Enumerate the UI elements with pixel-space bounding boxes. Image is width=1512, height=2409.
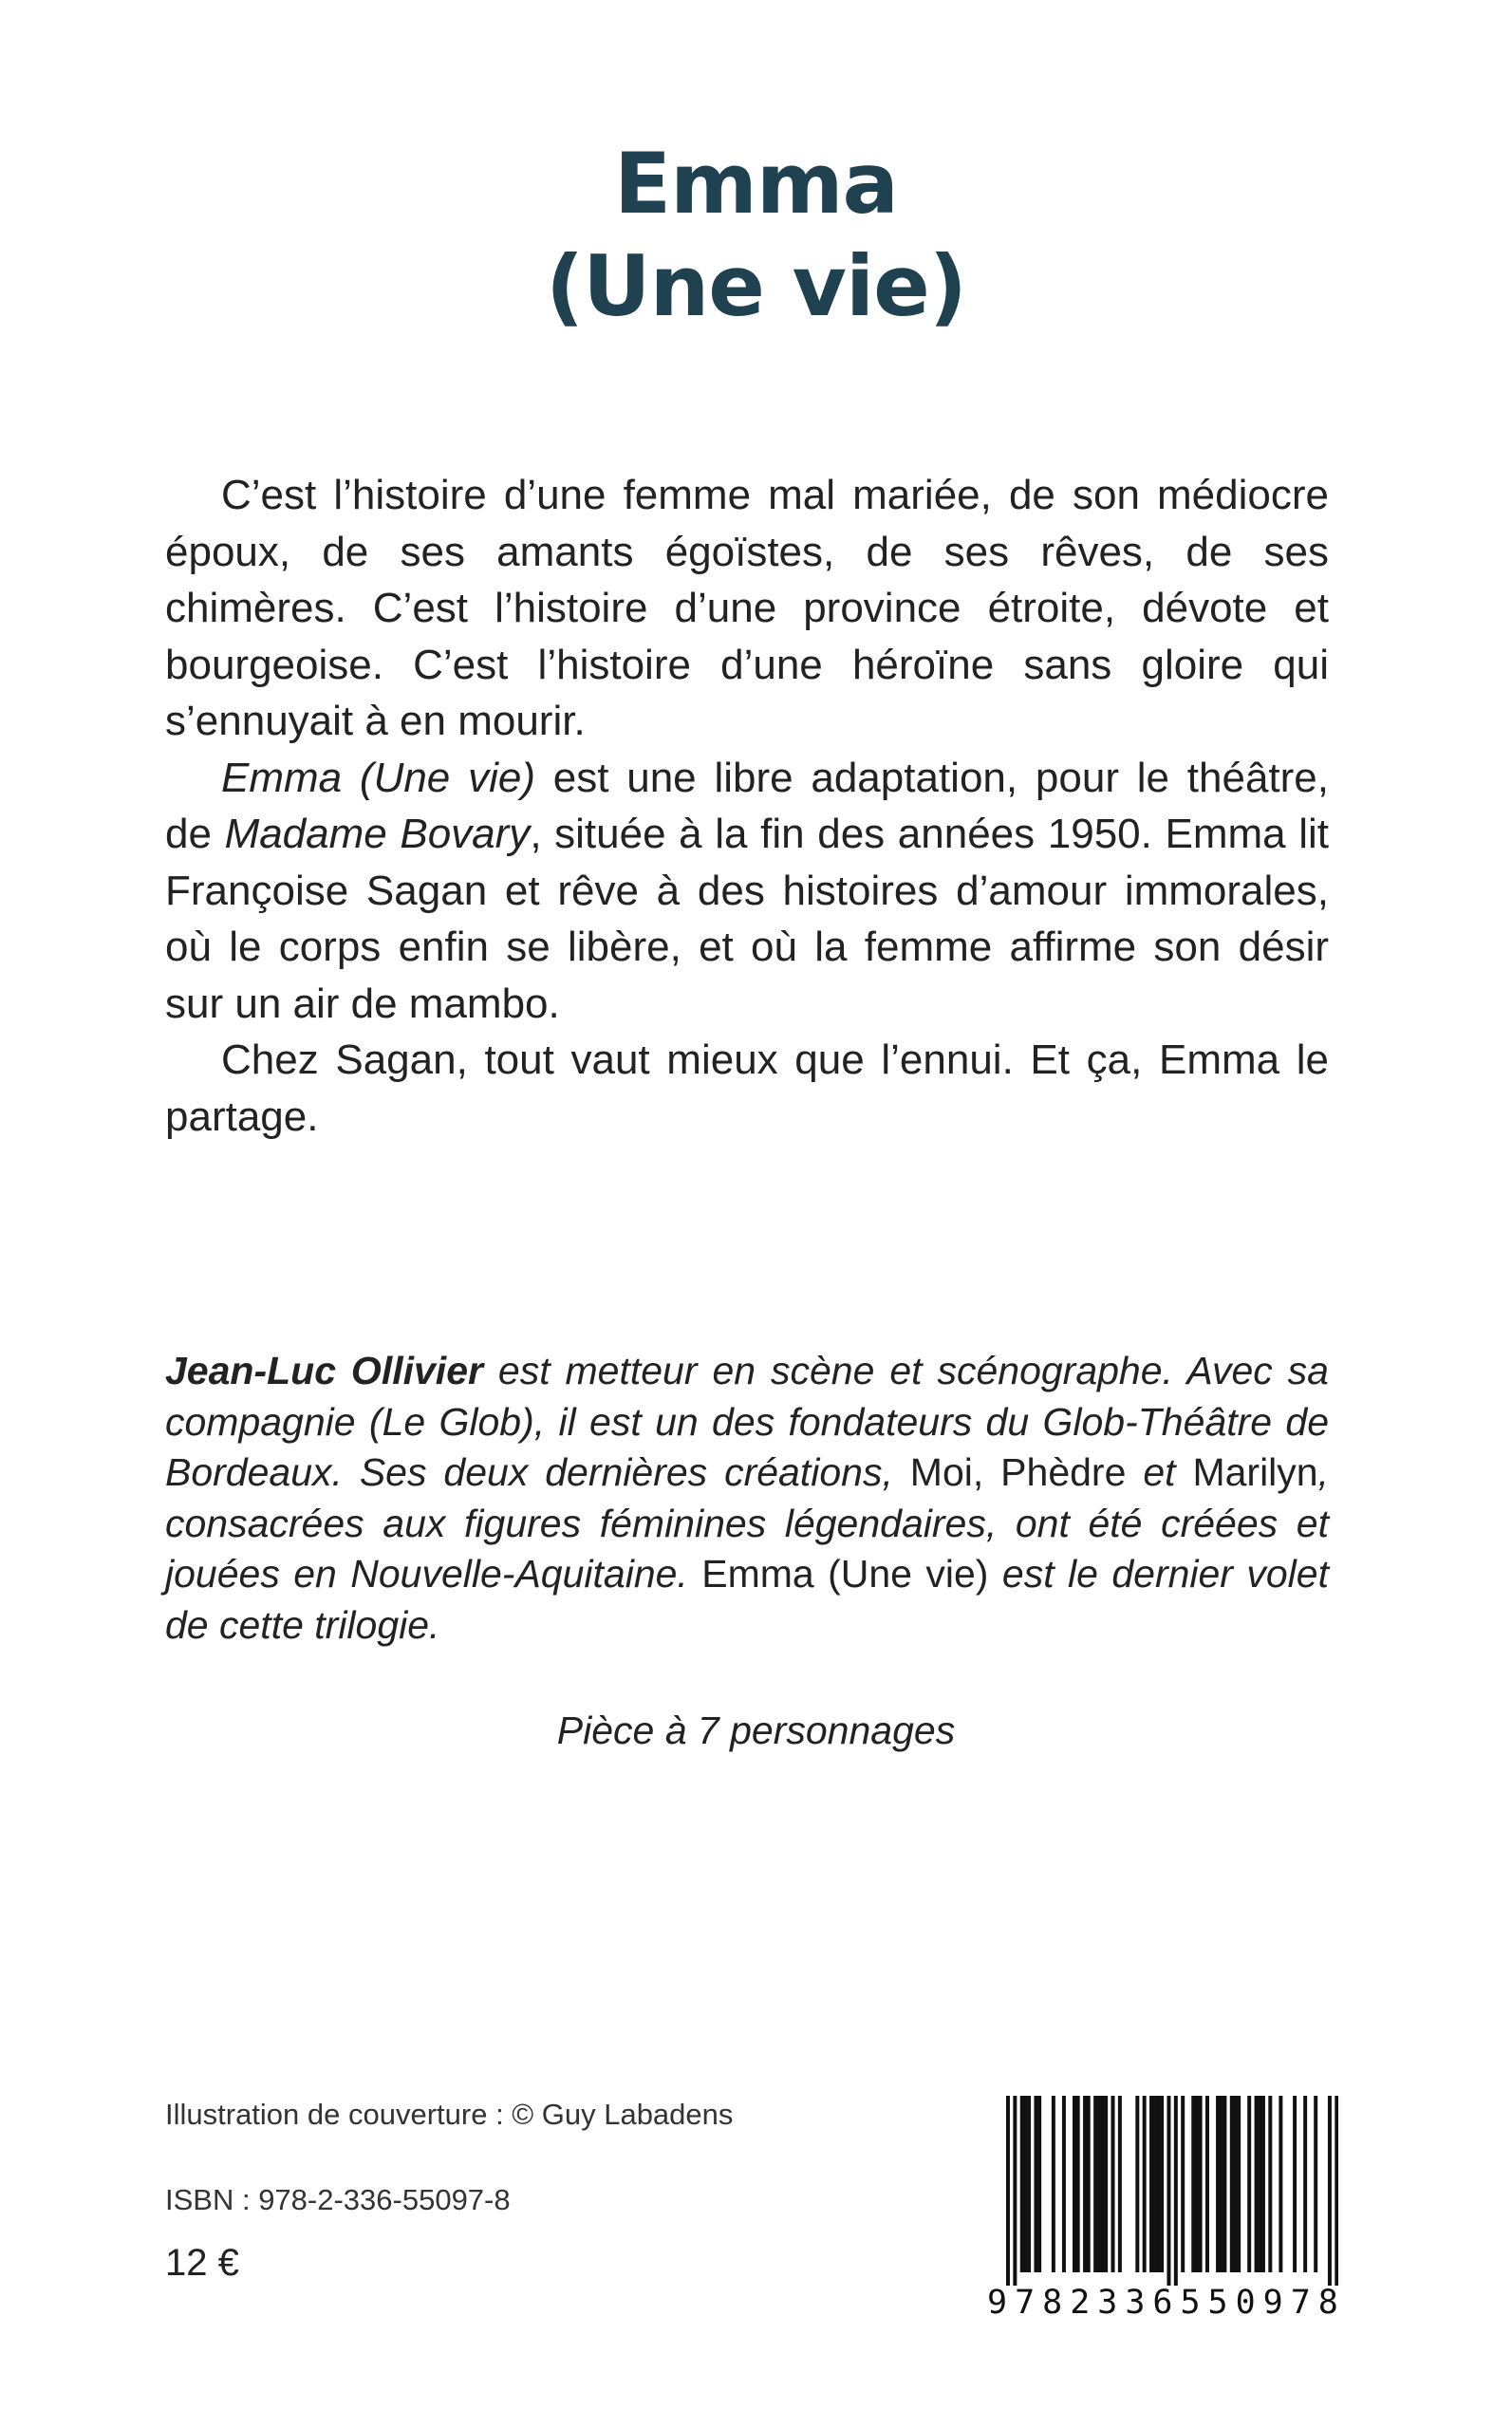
author-name: Jean-Luc Ollivier <box>165 1349 483 1392</box>
synopsis-paragraph-2 <box>165 750 1329 1033</box>
barcode-bar <box>1191 2096 1195 2272</box>
barcode-digit: 3 <box>1097 2284 1118 2322</box>
barcode-bar <box>1062 2096 1066 2272</box>
barcode-bar <box>1118 2096 1122 2272</box>
barcode-bar <box>1013 2096 1017 2286</box>
barcode-bar <box>1073 2096 1076 2272</box>
work-title-ref: Emma (Une vie) <box>221 754 535 801</box>
barcode-digit: 7 <box>1290 2284 1311 2322</box>
barcode-bar <box>1076 2096 1080 2272</box>
barcode-digit: 8 <box>1042 2284 1063 2322</box>
barcode-bar <box>1037 2096 1041 2272</box>
barcode-bar <box>1237 2096 1241 2272</box>
barcode-bar <box>1261 2096 1265 2272</box>
barcode-bar <box>1223 2096 1226 2272</box>
barcode-digit: 0 <box>1235 2284 1256 2322</box>
barcode-digit: 7 <box>1015 2284 1036 2322</box>
barcode-bar <box>1097 2096 1101 2272</box>
barcode-digit: 2 <box>1070 2284 1091 2322</box>
barcode-digits <box>987 2282 1338 2324</box>
barcode-bar <box>1020 2096 1024 2272</box>
synopsis-paragraph-3: Chez Sagan, tout vaut mieux que l’ennui. Et ça, Emma le partage. <box>165 1036 1329 1140</box>
barcode-bar <box>1156 2096 1160 2272</box>
barcode <box>987 2096 1338 2324</box>
barcode-bar <box>1258 2096 1261 2272</box>
barcode-bar <box>1230 2096 1234 2272</box>
synopsis-text: , située à la fin des années 1950. Emma lit Françoise Sagan et rêve à des histoires d’amour immorales, où le corps enfin se libère, et où la femme affirme son désir sur un air de mambo. <box>165 811 1329 1027</box>
barcode-bar <box>1083 2096 1087 2272</box>
bio-text: est le dernier volet de cette trilogie. <box>165 1552 1329 1647</box>
barcode-digit: 5 <box>1180 2284 1201 2322</box>
bio-work: Marilyn <box>1192 1450 1318 1495</box>
synopsis <box>165 467 1329 1145</box>
barcode-bar <box>1335 2096 1338 2286</box>
barcode-bar <box>1135 2096 1139 2272</box>
barcode-digit: 9 <box>1262 2284 1283 2322</box>
barcode-bar <box>1174 2096 1178 2286</box>
synopsis-text: est une libre adaptation, pour le théâtre, de <box>165 754 1329 857</box>
barcode-bar <box>1247 2096 1251 2272</box>
barcode-bar <box>1314 2096 1317 2272</box>
barcode-bar <box>1093 2096 1097 2272</box>
cast-count: Pièce à 7 personnages <box>556 1709 956 1752</box>
barcode-bar <box>1153 2096 1157 2272</box>
bio-work: Moi, Phèdre <box>909 1450 1127 1495</box>
barcode-bar <box>1111 2096 1115 2272</box>
bio-work: Emma (Une vie) <box>701 1552 989 1597</box>
barcode-bar <box>1104 2096 1108 2272</box>
barcode-bar <box>1034 2096 1037 2272</box>
barcode-bar <box>1052 2096 1055 2272</box>
bio-text: , consacrées aux figures féminines légendaires, ont été créées et jouées en Nouvelle-Aquitaine. <box>165 1450 1330 1597</box>
barcode-bar <box>1199 2096 1203 2272</box>
barcode-bar <box>1181 2096 1185 2272</box>
barcode-digit: 8 <box>1317 2284 1338 2322</box>
barcode-bars <box>987 2096 1338 2286</box>
barcode-bar <box>1027 2096 1031 2272</box>
barcode-bar <box>1216 2096 1220 2272</box>
barcode-bar <box>1220 2096 1223 2272</box>
barcode-bar <box>1149 2096 1153 2272</box>
title-line-1: Emma <box>614 135 898 233</box>
barcode-bar <box>1023 2096 1027 2272</box>
barcode-digit: 9 <box>987 2284 1008 2322</box>
barcode-bar <box>1328 2096 1332 2286</box>
barcode-bar <box>1268 2096 1272 2272</box>
barcode-digit: 5 <box>1207 2284 1228 2322</box>
synopsis-paragraph-1: C’est l’histoire d’une femme mal mariée, de son médiocre époux, de ses amants égoïstes, de ses rêves, de ses chimères. C’est l’histoire d’une province étroite, dévote et bourgeoise. C’est l’histoire d’une héroïne sans gloire qui s’ennuyait à en mourir. <box>165 472 1329 744</box>
barcode-bar <box>1303 2096 1307 2272</box>
bio-text: et <box>1126 1450 1193 1495</box>
source-title-ref: Madame Bovary <box>224 811 531 857</box>
barcode-bar <box>1006 2096 1010 2286</box>
barcode-bar <box>1100 2096 1104 2272</box>
barcode-bar <box>1143 2096 1147 2272</box>
title-line-2: (Une vie) <box>545 237 967 335</box>
barcode-bar <box>1293 2096 1297 2272</box>
barcode-bar <box>1233 2096 1237 2272</box>
illustration-credit: Illustration de couverture : © Guy Labadens <box>165 2098 734 2131</box>
barcode-bar <box>1195 2096 1199 2272</box>
barcode-bar <box>1160 2096 1164 2272</box>
barcode-digit: 3 <box>1125 2284 1146 2322</box>
barcode-bar <box>1279 2096 1282 2272</box>
barcode-bar <box>1255 2096 1259 2272</box>
bio-text: est metteur en scène et scénographe. Avec sa compagnie (Le Glob), il est un des fondateurs du Glob-Théâtre de Bordeaux. Ses deux dernières créations, <box>165 1349 1329 1495</box>
barcode-digit: 6 <box>1152 2284 1173 2322</box>
isbn: ISBN : 978-2-336-55097-8 <box>165 2183 511 2216</box>
price: 12 € <box>165 2242 239 2284</box>
barcode-bar <box>1167 2096 1170 2286</box>
barcode-bar <box>1087 2096 1091 2272</box>
barcode-bar <box>1205 2096 1209 2272</box>
author-bio <box>165 1346 1329 1652</box>
